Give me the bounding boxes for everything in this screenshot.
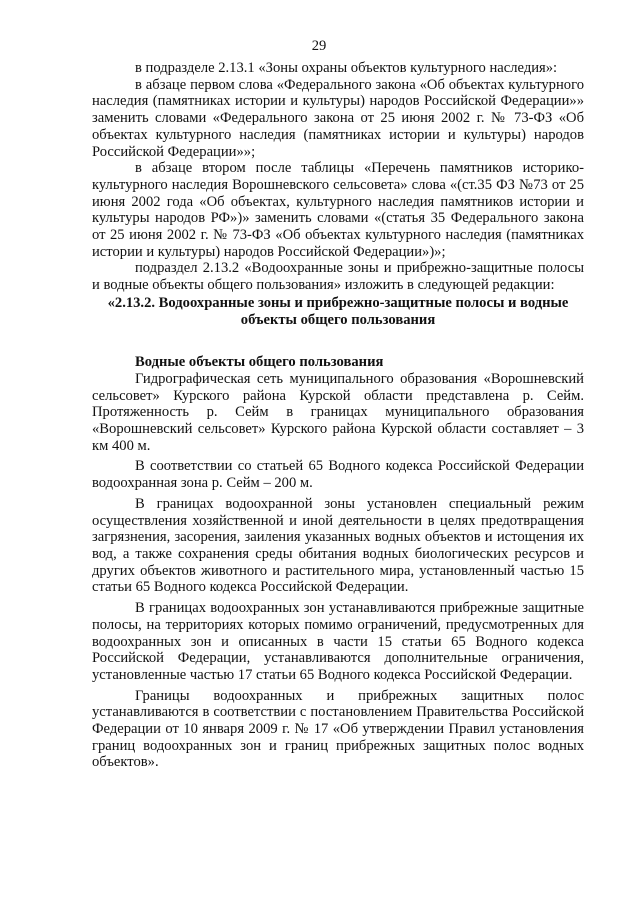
paragraph-subsection-2-13-2-intro: подраздел 2.13.2 «Водоохранные зоны и прибрежно-защитные полосы и водные объекты общего пользования» изложить в следующей редакции: [92, 260, 584, 294]
paragraph-hydrographic-network: Гидрографическая сеть муниципального образования «Ворошневский сельсовет» Курского района Курской области представлена р. Сейм. Протяженность р. Сейм в границах муниципального образования «Ворошневский сельсовет» Курского района Курской области составляет – 3 км 400 м. [92, 370, 584, 454]
page-number: 29 [311, 38, 327, 54]
paragraph-special-regime: В границах водоохранной зоны установлен специальный режим осуществления хозяйственной и иной деятельности в целях предотвращения загрязнения, засорения, заиления указанных водных объектов и истощения их вод, а также сохранения среды обитания водных биологических ресурсов и других объектов животного и растительного мира, установленный частью 15 статьи 65 Водного кодекса Российской Федерации. [92, 495, 584, 596]
document-body [92, 60, 584, 771]
paragraph-water-protection-zone: В соответствии со статьей 65 Водного кодекса Российской Федерации водоохранная зона р. Сейм – 200 м. [92, 458, 584, 492]
section-heading: «2.13.2. Водоохранные зоны и прибрежно-защитные полосы и водные объекты общего пользования [107, 294, 569, 328]
paragraph-amendment-second: в абзаце втором после таблицы «Перечень памятников историко-культурного наследия Ворошневского сельсовета» слова «(ст.35 ФЗ №73 от 25 июня 2002 года «Об объектах, культурного наследия памятников истории и культуры народов РФ»)» заменить словами «(статья 35 Федерального закона от 25 июня 2002 г. № 73-ФЗ «Об объектах культурного наследия (памятниках истории и культуры) народов Российской Федерации»)»; [92, 160, 584, 260]
paragraph-subsection-2-13-1: в подразделе 2.13.1 «Зоны охраны объектов культурного наследия»: [135, 60, 558, 76]
paragraph-coastal-strips: В границах водоохранных зон устанавливаются прибрежные защитные полосы, на территориях которых помимо ограничений, предусмотренных для водоохранных зон и описанных в части 15 статьи 65 Водного кодекса Российской Федерации, устанавливаются дополнительные ограничения, установленные частью 17 статьи 65 Водного кодекса Российской Федерации. [92, 600, 584, 683]
paragraph-boundaries: Границы водоохранных и прибрежных защитных полос устанавливаются в соответствии с постановлением Правительства Российской Федерации от 10 января 2009 г. № 17 «Об утверждении Правил установления границ водоохранных зон и границ прибрежных защитных полос водных объектов». [92, 687, 584, 771]
subsection-heading: Водные объекты общего пользования [135, 354, 384, 371]
paragraph-amendment-first: в абзаце первом слова «Федерального закона «Об объектах культурного наследия (памятниках истории и культуры) народов Российской Федерации»» заменить словами «Федерального закона от 25 июня 2002 г. № 73-ФЗ «Об объектах культурного наследия (памятниках истории и культуры) народов Российской Федерации»»; [92, 76, 584, 160]
